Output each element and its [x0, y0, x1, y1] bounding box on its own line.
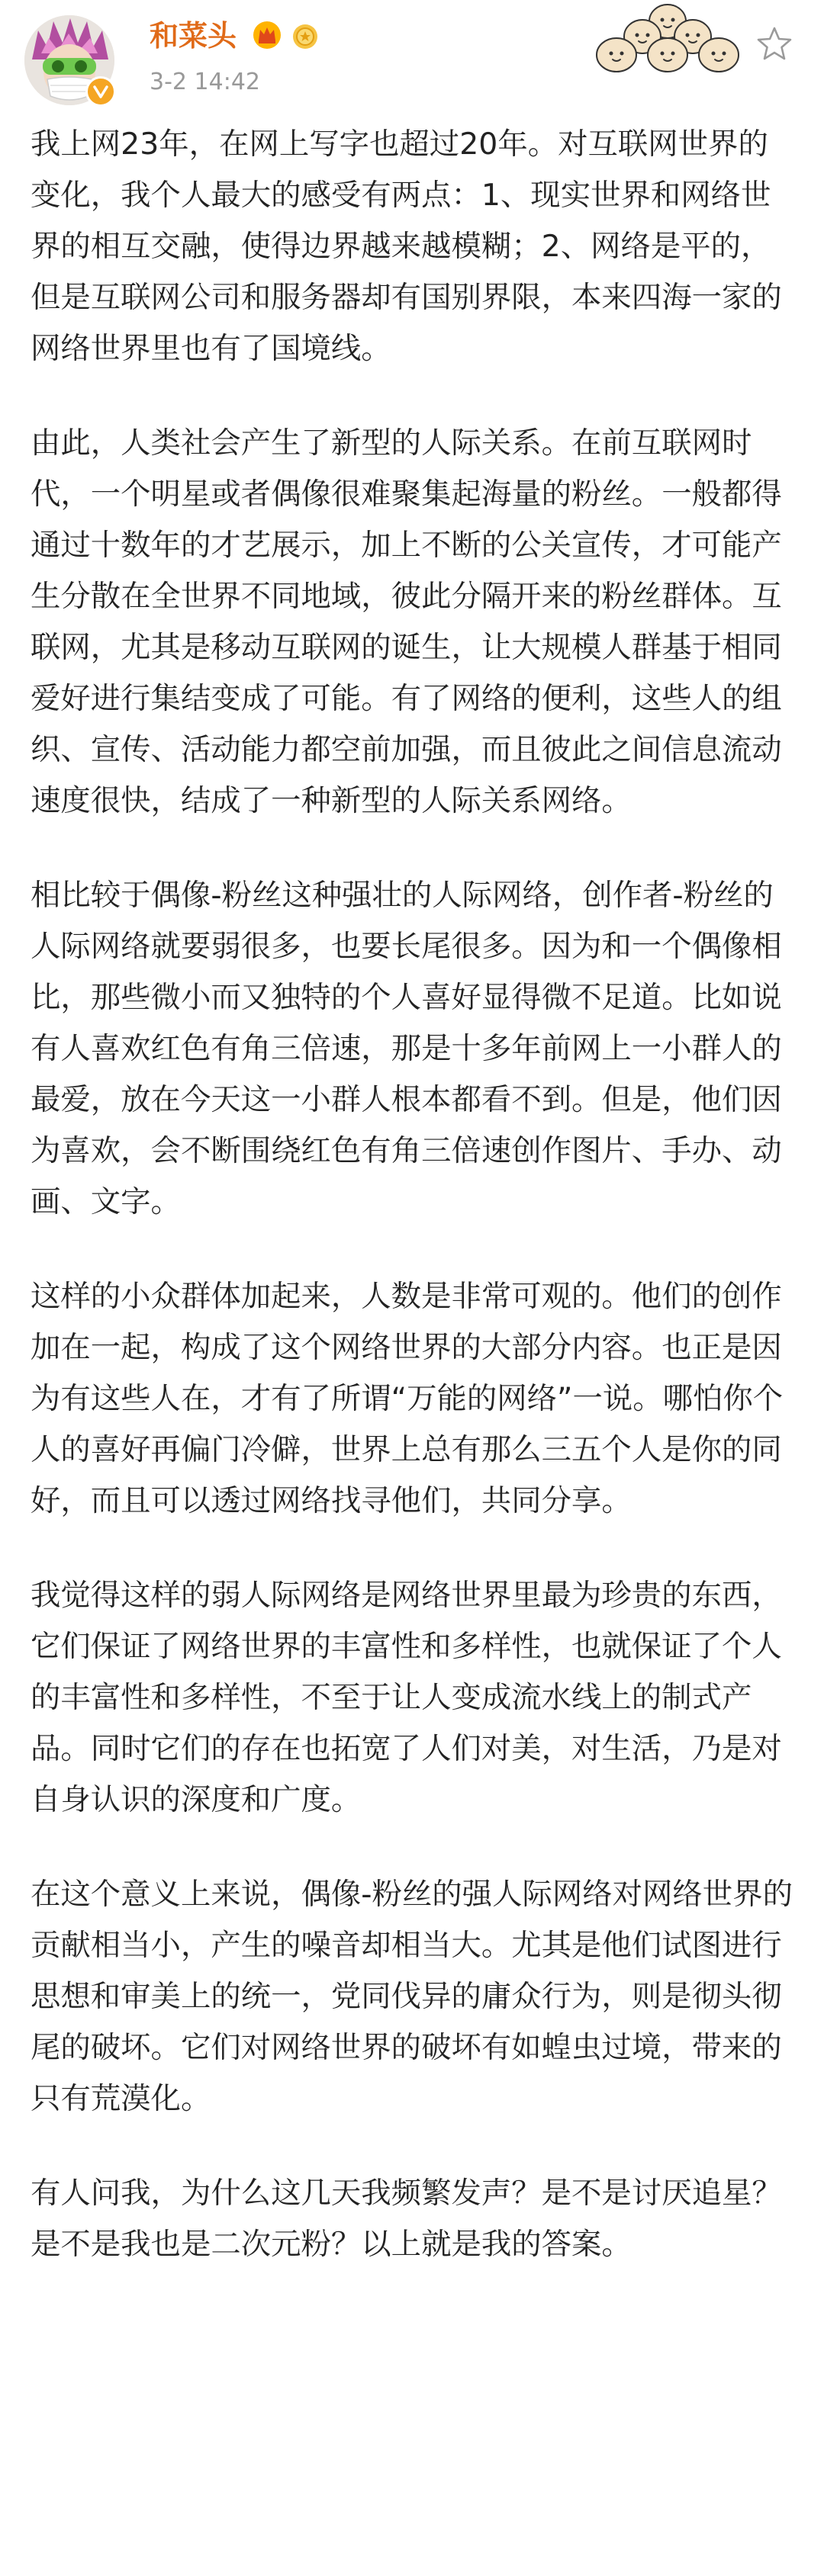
post-paragraph: 相比较于偶像-粉丝这种强壮的人际网络，创作者-粉丝的人际网络就要弱很多，也要长尾很多。因为和一个偶像相比，那些微小而又独特的个人喜好显得微不足道。比如说有人喜欢红色有角三倍速，那是十多年前网上一小群人的最爱，放在今天这一小群人根本都看不到。但是，他们因为喜欢，会不断围绕红色有角三倍速创作图片、手办、动画、文字。 — [31, 878, 782, 1219]
post-paragraph: 有人问我，为什么这几天我频繁发声？是不是讨厌追星？是不是我也是二次元粉？以上就是我的答案。 — [31, 2176, 782, 2262]
favorite-star-button[interactable] — [752, 21, 797, 67]
user-badges — [252, 20, 320, 50]
star-outline-icon — [755, 25, 793, 63]
post-timestamp: 3-2 14:42 — [150, 69, 260, 95]
post-paragraph: 在这个意义上来说，偶像-粉丝的强人际网络对网络世界的贡献相当小，产生的噪音却相当大。尤其是他们试图进行思想和审美上的统一，党同伐异的庸众行为，则是彻头彻尾的破坏。它们对网络世界的破坏有如蝗虫过境，带来的只有荒漠化。 — [31, 1877, 793, 2116]
verified-v-icon — [92, 83, 109, 100]
post-paragraph: 我觉得这样的弱人际网络是网络世界里最为珍贵的东西，它们保证了网络世界的丰富性和多样性，也就保证了个人的丰富性和多样性，不至于让人变成流水线上的制式产品。同时它们的存在也拓宽了人们对美，对生活，乃是对自身认识的深度和广度。 — [31, 1578, 782, 1817]
post-header — [0, 0, 824, 114]
cartoon-faces-decoration-icon — [587, 0, 748, 76]
post-paragraph: 由此，人类社会产生了新型的人际关系。在前互联网时代，一个明星或者偶像很难聚集起海量的粉丝。一般都得通过十数年的才艺展示，加上不断的公关宣传，才可能产生分散在全世界不同地域，彼此分隔开来的粉丝群体。互联网，尤其是移动互联网的诞生，让大规模人群基于相同爱好进行集结变成了可能。有了网络的便利，这些人的组织、宣传、活动能力都空前加强，而且彼此之间信息流动速度很快，结成了一种新型的人际关系网络。 — [31, 426, 782, 818]
medal-icon[interactable] — [290, 20, 320, 50]
post-paragraph: 我上网23年，在网上写字也超过20年。对互联网世界的变化，我个人最大的感受有两点：1、现实世界和网络世界的相互交融，使得边界越来越模糊；2、网络是平的，但是互联网公司和服务器却有国别界限，本来四海一家的网络世界里也有了国境线。 — [31, 127, 782, 366]
username[interactable]: 和菜头 — [150, 19, 237, 53]
post-paragraph: 这样的小众群体加起来，人数是非常可观的。他们的创作加在一起，构成了这个网络世界的大部分内容。也正是因为有这些人在，才有了所谓“万能的网络”一说。哪怕你个人的喜好再偏门冷僻，世界上总有那么三五个人是你的同好，而且可以透过网络找寻他们，共同分享。 — [31, 1279, 784, 1518]
vip-crown-icon[interactable] — [252, 20, 282, 50]
post-body — [31, 119, 797, 2314]
verified-badge — [85, 76, 116, 107]
